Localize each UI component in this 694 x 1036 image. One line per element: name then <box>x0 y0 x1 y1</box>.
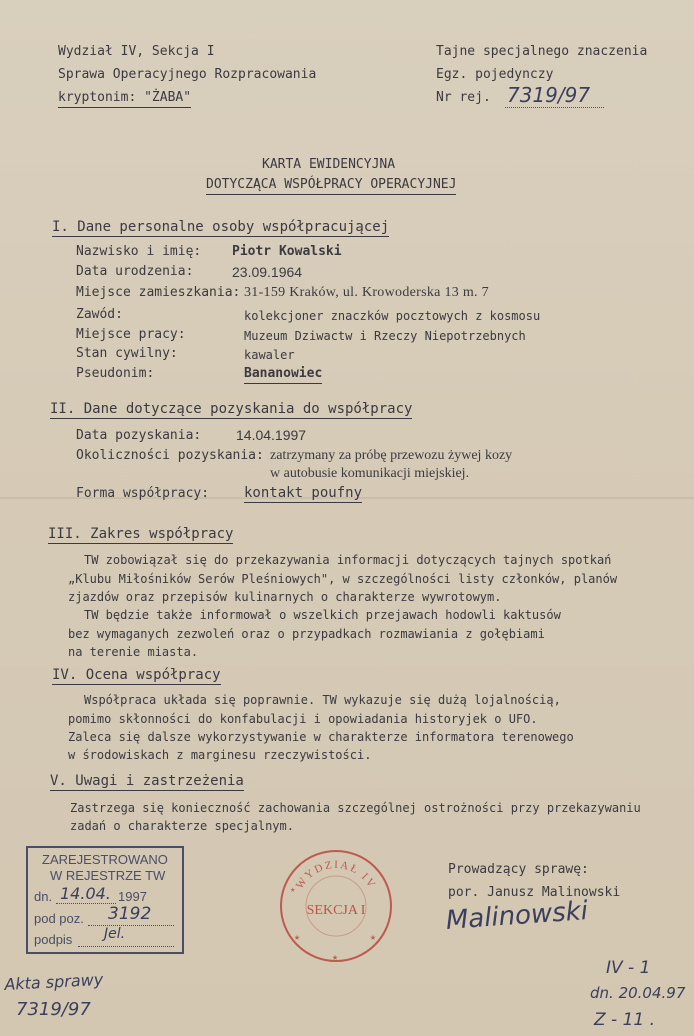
header-codename: kryptonim: "ŻABA" <box>58 90 191 108</box>
s2-value-circ-line1: zatrzymany za próbę przewozu żywej kozy <box>270 448 513 463</box>
header-reg-number: 7319/97 <box>505 84 604 108</box>
register-stamp-poz-label: pod poz. <box>34 911 84 926</box>
handwritten-case-number: 7319/97 <box>16 999 91 1020</box>
section1-heading <box>52 219 389 235</box>
s4-line: w środowiskach z marginesu rzeczywistości. <box>68 748 372 762</box>
section1-heading-text: I. Dane personalne osoby współpracującej <box>52 219 390 235</box>
header-copy: Egz. pojedynczy <box>436 67 554 82</box>
s2-label-form: Forma współpracy: <box>76 486 210 501</box>
s4-line: pomimo skłonności do konfabulacji i opowiadania historyjek o UFO. <box>68 712 538 726</box>
title-line2: DOTYCZĄCA WSPÓŁPRACY OPERACYJNEJ <box>206 177 456 195</box>
title-line1: KARTA EWIDENCYJNA <box>262 157 396 172</box>
register-stamp-dn-label: dn. <box>34 889 53 904</box>
header-reg-label: Nr rej. <box>436 90 491 105</box>
s1-value-marital: kawaler <box>244 348 295 362</box>
handwritten-reference: Z - 11 . <box>594 1010 656 1030</box>
s2-label-circumstances: Okoliczności pozyskania: <box>76 448 264 463</box>
s1-label-address: Miejsce zamieszkania: <box>76 285 241 300</box>
register-stamp-poz-hand: 3192 <box>108 904 152 924</box>
s1-value-name: Piotr Kowalski <box>232 244 342 259</box>
s4-line: Zaleca się dalsze wykorzystywanie w charakterze informatora terenowego <box>68 730 574 744</box>
section5-heading <box>50 773 244 789</box>
signature-handwritten: Malinowski <box>444 896 589 936</box>
s5-line: Zastrzega się konieczność zachowania szczególnej ostrożności przy przekazywaniu <box>70 801 641 815</box>
s2-value-date: 14.04.1997 <box>236 427 307 443</box>
s3-line: na terenie miasta. <box>68 645 199 659</box>
handwritten-date: dn. 20.04.97 <box>590 984 686 1002</box>
section5-heading-text: V. Uwagi i zastrzeżenia <box>50 773 244 789</box>
register-stamp-poz-dots <box>88 925 174 926</box>
register-stamp-line2: W REJESTRZE TW <box>50 868 166 883</box>
register-stamp-sign-dots <box>78 946 174 947</box>
s4-line: Współpraca układa się poprawnie. TW wykazuje się dużą lojalnością, <box>84 693 561 707</box>
section2-heading-text: II. Dane dotyczące pozyskania do współpracy <box>50 401 413 417</box>
s1-value-birthdate: 23.09.1964 <box>232 264 303 280</box>
section4-heading-text: IV. Ocena współpracy <box>52 667 221 683</box>
s1-value-pseudonym: Bananowiec <box>244 366 322 384</box>
s3-line: TW będzie także informował o wszelkich przejawach hodowli kaktusów <box>84 608 561 622</box>
s3-line: „Klubu Miłośników Serów Pleśniowych", w szczególności listy członków, planów <box>68 572 618 586</box>
s1-value-occupation: kolekcjoner znaczków pocztowych z kosmosu <box>244 309 541 323</box>
handwritten-unit: IV - 1 <box>606 958 651 978</box>
round-stamp-ring-text: WYDZIAŁ IV <box>293 858 379 892</box>
header-case-type: Sprawa Operacyjnego Rozpracowania <box>58 67 317 82</box>
s5-line: zadań o charakterze specjalnym. <box>70 819 294 833</box>
register-stamp-dn-year: 1997 <box>118 889 147 904</box>
register-stamp-sign-hand: Jel. <box>104 926 126 942</box>
s1-label-workplace: Miejsce pracy: <box>76 327 186 342</box>
s3-line: bez wymaganych zezwoleń oraz o przypadkach rozmawiania z gołębiami <box>68 627 545 641</box>
register-stamp-dn-hand: 14.04. <box>60 884 111 903</box>
register-stamp-sign-label: podpis <box>34 932 73 947</box>
register-stamp <box>26 846 184 954</box>
s1-label-name: Nazwisko i imię: <box>76 244 202 259</box>
section4-heading <box>52 667 221 683</box>
s1-value-workplace: Muzeum Dziwactw i Rzeczy Niepotrzebnych <box>244 329 526 343</box>
s1-label-pseudonym: Pseudonim: <box>76 366 155 381</box>
s3-line: TW zobowiązał się do przekazywania informacji dotyczących tajnych spotkań <box>84 553 612 567</box>
section3-heading-text: III. Zakres współpracy <box>48 526 234 542</box>
handwritten-case-label: Akta sprawy <box>3 969 104 994</box>
header-dept: Wydział IV, Sekcja I <box>58 44 215 59</box>
s2-value-form: kontakt poufny <box>244 485 363 501</box>
section2-heading <box>50 401 412 417</box>
s1-label-occupation: Zawód: <box>76 307 123 322</box>
signature-name: por. Janusz Malinowski <box>448 885 621 900</box>
round-stamp-star-top-left: ★ <box>290 885 296 895</box>
round-stamp-star-left: ★ <box>294 932 301 943</box>
register-stamp-dn-dots <box>56 903 116 904</box>
s1-label-marital: Stan cywilny: <box>76 346 178 361</box>
s1-value-address: 31-159 Kraków, ul. Krowoderska 13 m. 7 <box>244 285 489 300</box>
round-stamp-star-bottom: ★ <box>332 952 339 963</box>
signature-label: Prowadzący sprawę: <box>448 862 589 877</box>
s1-label-birthdate: Data urodzenia: <box>76 264 194 279</box>
round-stamp-center-text: SEKCJA I <box>306 903 366 918</box>
register-stamp-line1: ZAREJESTROWANO <box>42 852 168 867</box>
s3-line: zjazdów oraz przepisów kulinarnych o charakterze wywrotowym. <box>68 590 502 604</box>
s2-value-circ-line2: w autobusie komunikacji miejskiej. <box>270 466 470 481</box>
round-stamp <box>278 848 394 964</box>
header-classification: Tajne specjalnego znaczenia <box>436 44 648 59</box>
s2-label-date: Data pozyskania: <box>76 428 202 443</box>
section3-heading <box>48 526 233 542</box>
round-stamp-star-right: ★ <box>370 932 377 943</box>
